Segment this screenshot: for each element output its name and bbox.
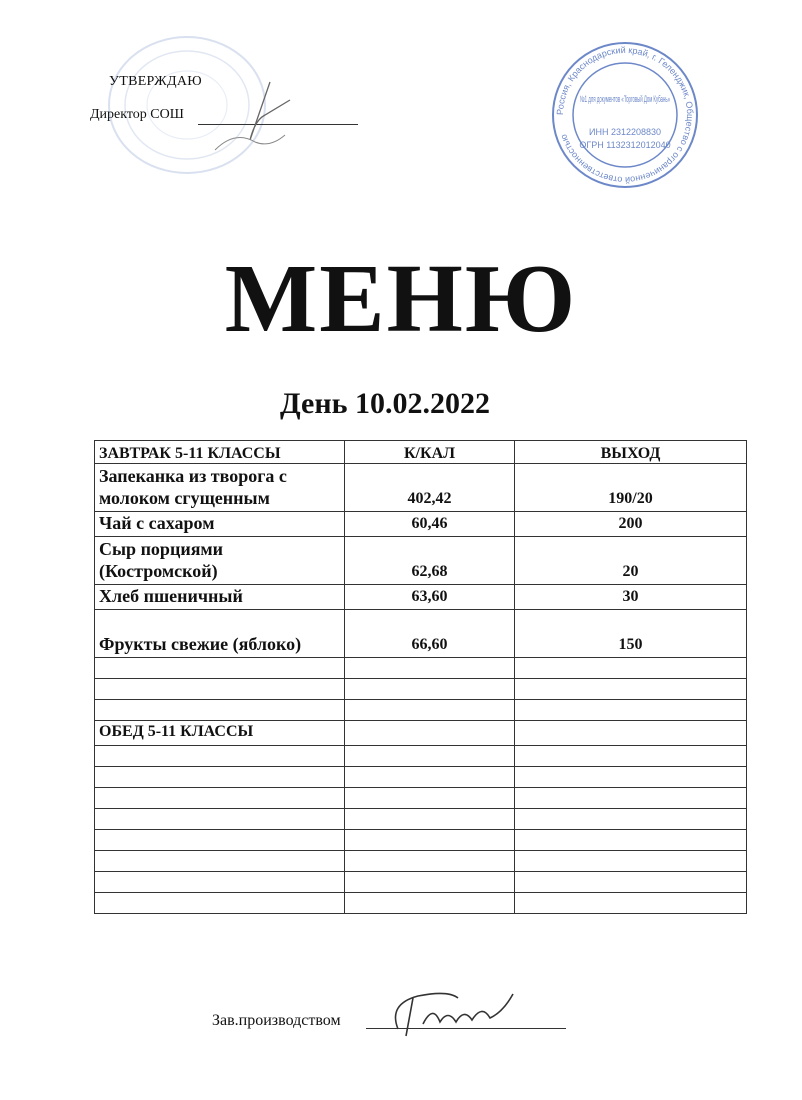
table-row: [95, 610, 747, 658]
approval-title: УТВЕРЖДАЮ: [109, 74, 202, 89]
dish-name: Сыр порциями (Костромской): [95, 537, 345, 585]
page-title: МЕНЮ: [224, 245, 578, 353]
menu-date: День 10.02.2022: [280, 387, 490, 420]
header-lunch: ОБЕД 5-11 КЛАССЫ: [95, 721, 345, 746]
company-stamp: [550, 40, 700, 190]
dish-kcal: 63,60: [345, 585, 515, 610]
dish-name: Запеканка из творога с молоком сгущенным: [95, 464, 345, 512]
table-row-empty: [95, 893, 747, 914]
table-row: [95, 464, 747, 512]
lunch-header-row: [95, 721, 747, 746]
table-row: [95, 537, 747, 585]
dish-kcal: 66,60: [345, 610, 515, 658]
dish-output: 20: [515, 537, 747, 585]
table-row-empty: [95, 788, 747, 809]
table-row-empty: [95, 851, 747, 872]
header-kcal: К/КАЛ: [345, 441, 515, 464]
table-row-empty: [95, 872, 747, 893]
table-row-empty: [95, 809, 747, 830]
dish-kcal: 402,42: [345, 464, 515, 512]
approval-block: [90, 70, 290, 180]
stamp-center-text: №1 для документов «Торговый Дом Кубань»: [580, 94, 670, 104]
table-row-empty: [95, 830, 747, 851]
menu-table: [94, 440, 747, 914]
director-signature: [195, 80, 315, 160]
header-output: ВЫХОД: [515, 441, 747, 464]
dish-output: 30: [515, 585, 747, 610]
header-breakfast: ЗАВТРАК 5-11 КЛАССЫ: [95, 441, 345, 464]
table-row: [95, 585, 747, 610]
table-row-empty: [95, 658, 747, 679]
dish-name: Чай с сахаром: [95, 512, 345, 537]
stamp-inn: ИНН 2312208830: [588, 127, 662, 137]
approval-director: Директор СОШ: [90, 107, 184, 122]
table-row-empty: [95, 767, 747, 788]
dish-name: Хлеб пшеничный: [95, 585, 345, 610]
table-row-empty: [95, 679, 747, 700]
dish-output: 190/20: [515, 464, 747, 512]
table-header-row: [95, 441, 747, 464]
footer-production-head: Зав.производством: [212, 1012, 341, 1029]
dish-output: 200: [515, 512, 747, 537]
dish-name: Фрукты свежие (яблоко): [95, 610, 345, 658]
table-row-empty: [95, 746, 747, 767]
stamp-ogrn: ОГРН 1132312012040: [579, 140, 671, 150]
table-row: [95, 512, 747, 537]
table-row-empty: [95, 700, 747, 721]
stamp-ring-text: Россия, Краснодарский край, г. Геленджик, Общество с ограниченной ответственностью: [554, 44, 696, 186]
dish-kcal: 60,46: [345, 512, 515, 537]
dish-kcal: 62,68: [345, 537, 515, 585]
production-head-signature: [378, 984, 538, 1044]
dish-output: 150: [515, 610, 747, 658]
